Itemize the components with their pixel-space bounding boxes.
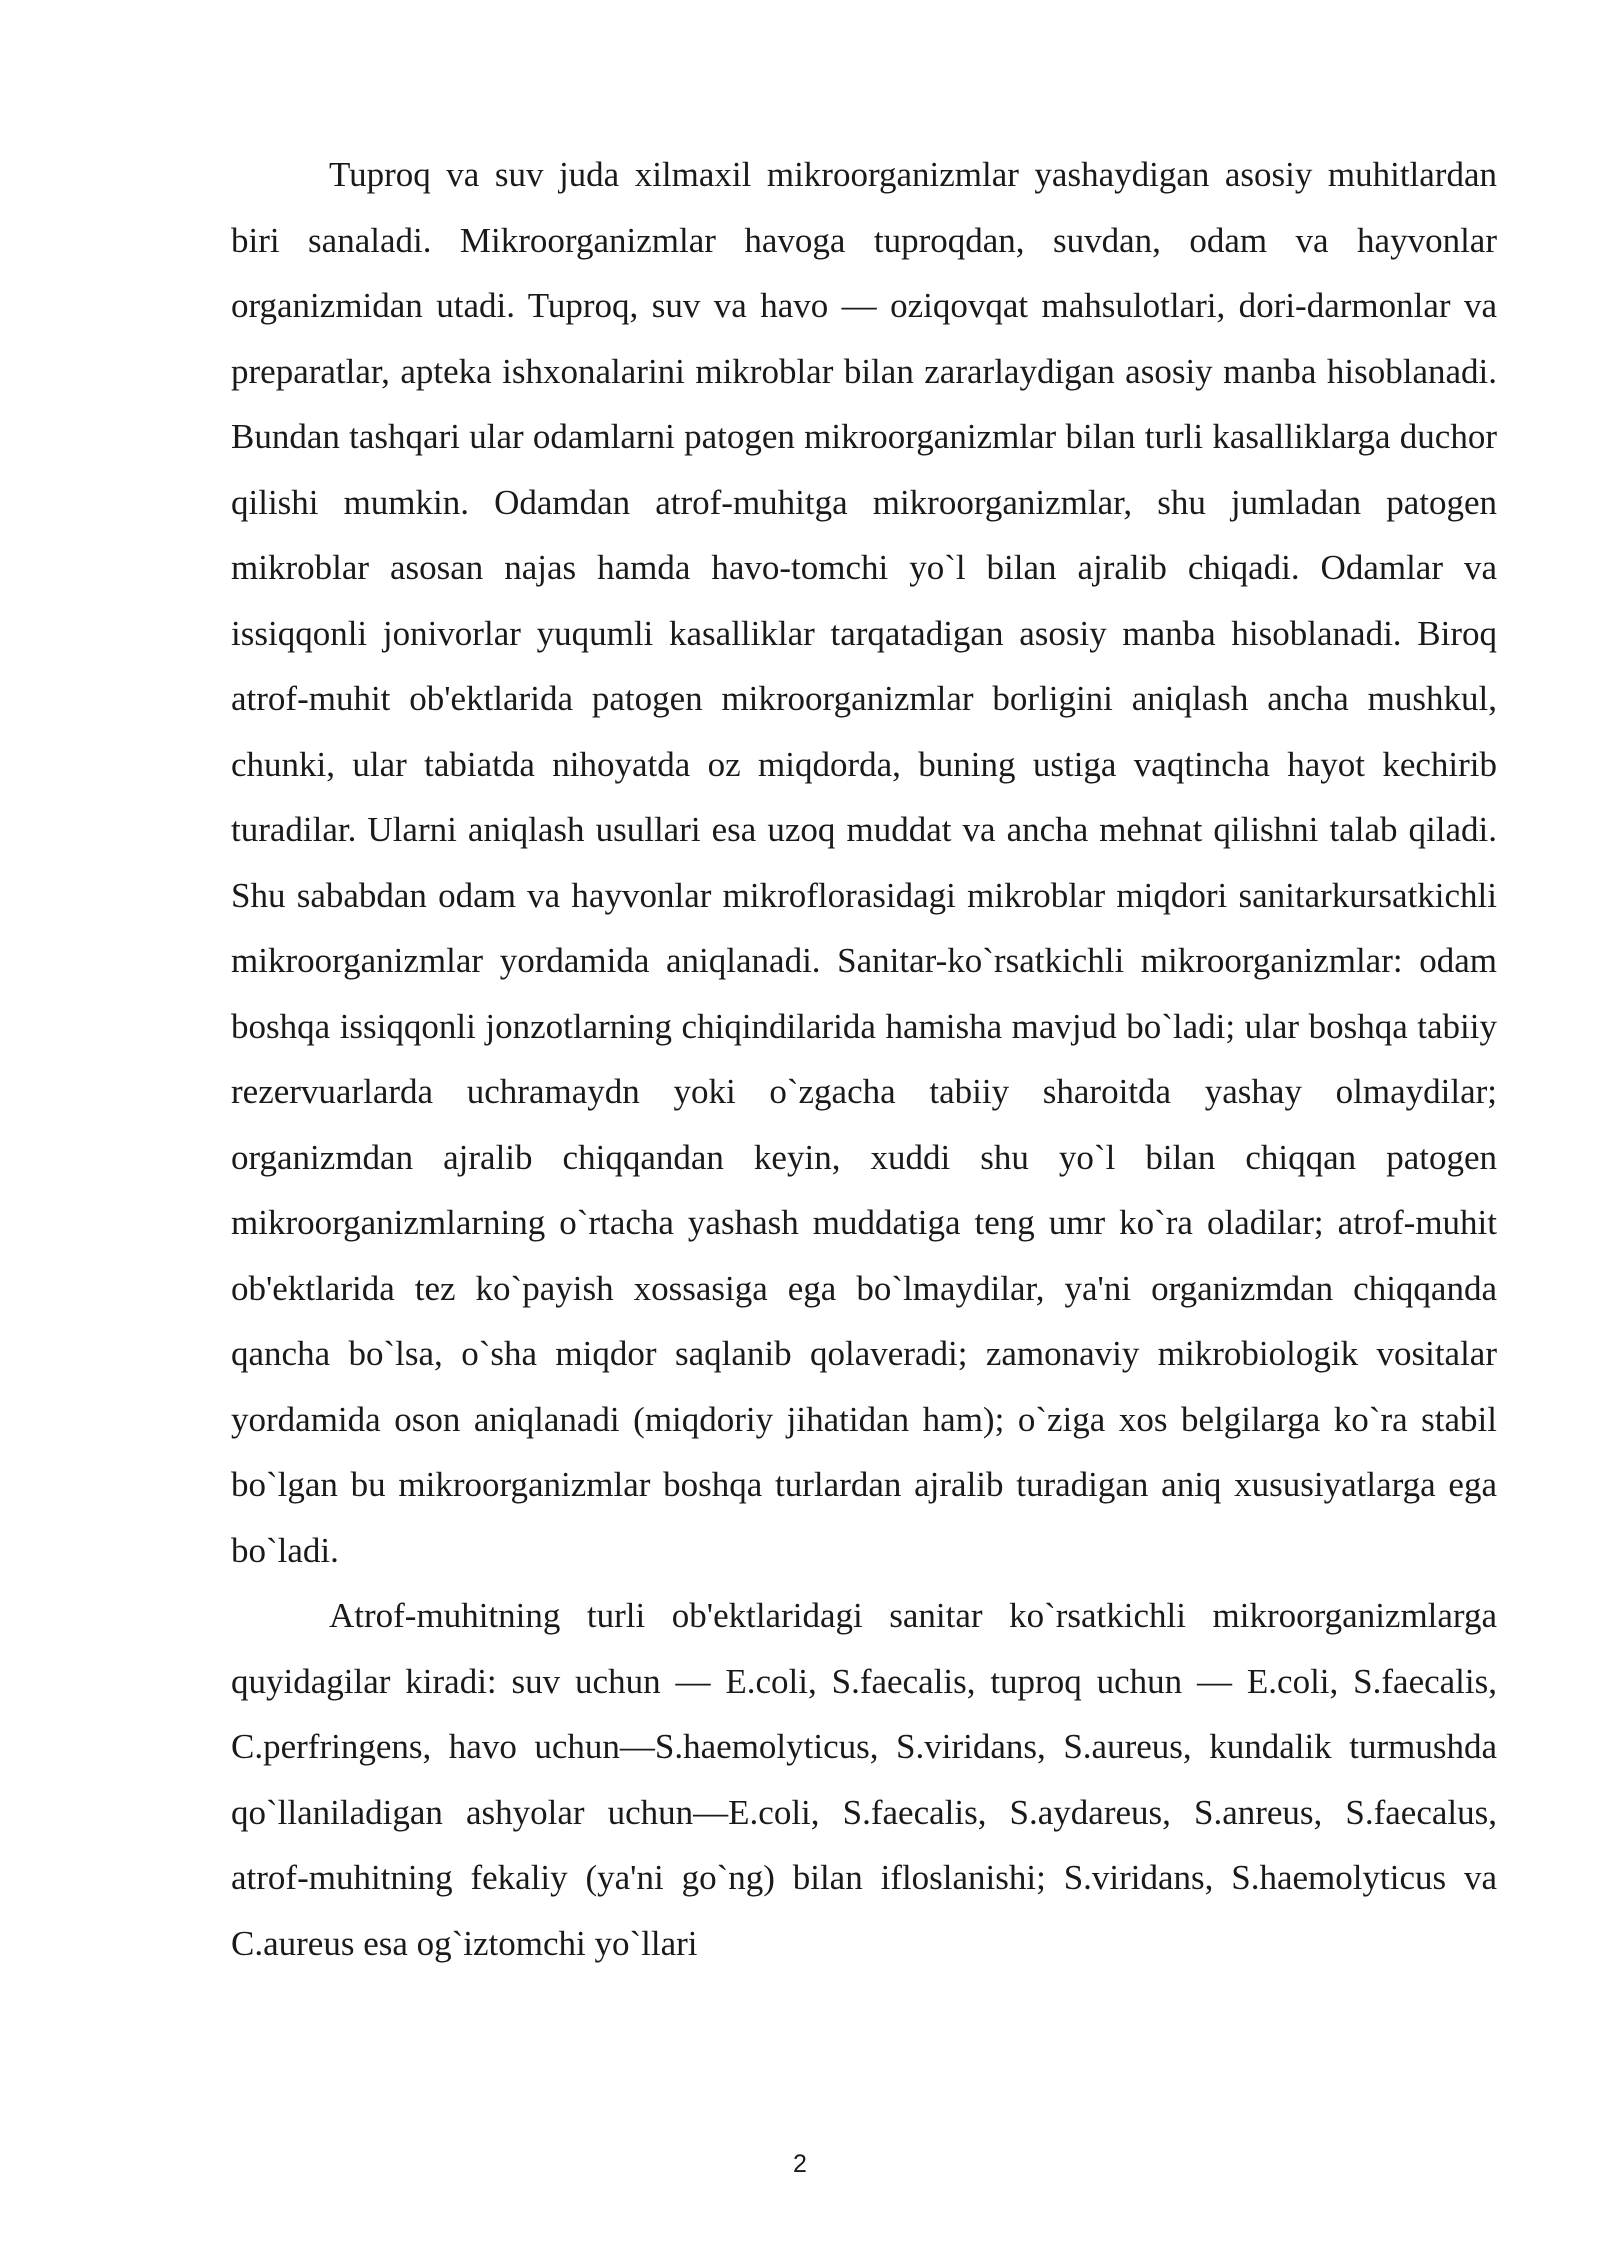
body-text — [231, 142, 1497, 1976]
page-number: 2 — [793, 2150, 807, 2178]
paragraph-2: Atrof-muhitning turli ob'ektlaridagi sanitar ko`rsatkichli mikroorganizmlarga quyidagilar kiradi: suv uchun — E.coli, S.faecalis, tuproq uchun — E.coli, S.faecalis, C.perfringens, havo uchun—S.haemolyticus, S.viridans, S.aureus, kundalik turmushda qo`llaniladigan ashyolar uchun—E.coli, S.faecalis, S.aydareus, S.anreus, S.faecalus, atrof-muhitning fekaliy (ya'ni go`ng) bilan ifloslanishi; S.viridans, S.haemolyticus va C.aureus esa og`iztomchi yo`llari — [231, 1596, 1497, 1963]
paragraph-1: Tuproq va suv juda xilmaxil mikroorganizmlar yashaydigan asosiy muhitlardan biri sanaladi. Mikroorganizmlar havoga tuproqdan, suvdan, odam va hayvonlar organizmidan utadi. Tuproq, suv va havo — oziqovqat mahsulotlari, dori-darmonlar va preparatlar, apteka ishxonalarini mikroblar bilan zararlaydigan asosiy manba hisoblanadi. Bundan tashqari ular odamlarni patogen mikroorganizmlar bilan turli kasalliklarga duchor qilishi mumkin. Odamdan atrof-muhitga mikroorganizmlar, shu jumladan patogen mikroblar asosan najas hamda havo-tomchi yo`l bilan ajralib chiqadi. Odamlar va issiqqonli jonivorlar yuqumli kasalliklar tarqatadigan asosiy manba hisoblanadi. Biroq atrof-muhit ob'ektlarida patogen mikroorganizmlar borligini aniqlash ancha mushkul, chunki, ular tabiatda nihoyatda oz miqdorda, buning ustiga vaqtincha hayot kechirib turadilar. Ularni aniqlash usullari esa uzoq muddat va ancha mehnat qilishni talab qiladi. Shu sababdan odam va hayvonlar mikroflorasidagi mikroblar miqdori sanitarkursatkichli mikroorganizmlar yordamida aniqlanadi. Sanitar-ko`rsatkichli mikroorganizmlar: odam boshqa issiqqonli jonzotlarning chiqindilarida hamisha mavjud bo`ladi; ular boshqa tabiiy rezervuarlarda uchramaydn yoki o`zgacha tabiiy sharoitda yashay olmaydilar; organizmdan ajralib chiqqandan keyin, xuddi shu yo`l bilan chiqqan patogen mikroorganizmlarning o`rtacha yashash muddatiga teng umr ko`ra oladilar; atrof-muhit ob'ektlarida tez ko`payish xossasiga ega bo`lmaydilar, ya'ni organizmdan chiqqanda qancha bo`lsa, o`sha miqdor saqlanib qolaveradi; zamonaviy mikrobiologik vositalar yordamida oson aniqlanadi (miqdoriy jihatidan ham); o`ziga xos belgilarga ko`ra stabil bo`lgan bu mikroorganizmlar boshqa turlardan ajralib turadigan aniq xususiyatlarga ega bo`ladi. — [231, 155, 1497, 1570]
